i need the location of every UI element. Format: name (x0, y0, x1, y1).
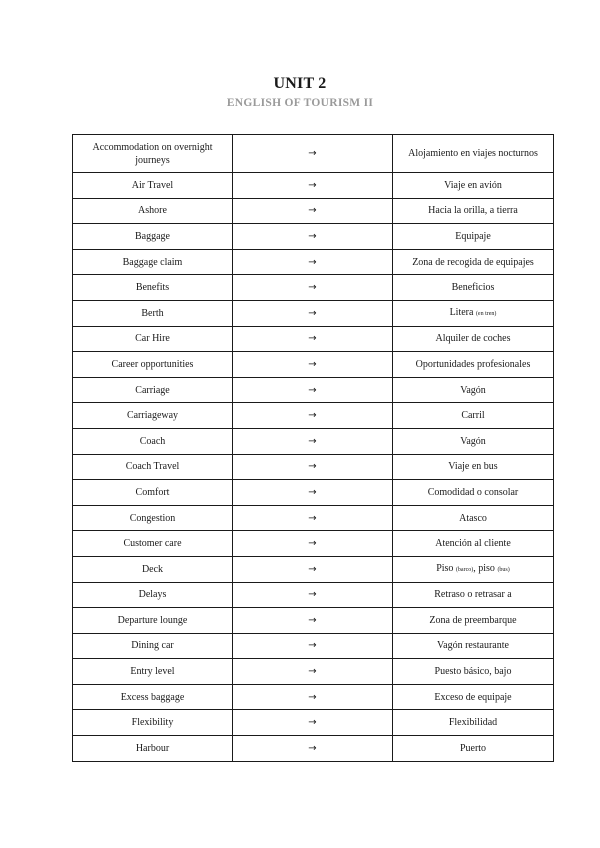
english-term-cell (73, 710, 233, 736)
table-row (73, 659, 554, 685)
english-term-cell (73, 300, 233, 326)
english-term: Coach Travel (125, 461, 180, 473)
spanish-translation: Atención al cliente (435, 538, 511, 550)
english-term-cell (73, 249, 233, 275)
spanish-translation-cell (393, 173, 554, 199)
spanish-translation-cell (393, 582, 554, 608)
english-term-cell (73, 633, 233, 659)
english-term-cell (73, 684, 233, 710)
arrow-icon: → (233, 326, 393, 352)
spanish-translation-cell (393, 736, 554, 762)
vocabulary-table (72, 134, 554, 762)
english-term-cell (73, 454, 233, 480)
english-term: Benefits (135, 282, 170, 294)
spanish-translation-cell (393, 300, 554, 326)
english-term-cell (73, 505, 233, 531)
spanish-translation: Vagón (460, 435, 486, 447)
table-row (73, 633, 554, 659)
english-term-cell (73, 275, 233, 301)
spanish-translation-cell (393, 454, 554, 480)
english-term: Flexibility (131, 717, 174, 729)
english-term-cell (73, 135, 233, 173)
spanish-translation: Litera (449, 306, 474, 318)
english-term-cell (73, 480, 233, 506)
spanish-translation-cell (393, 403, 554, 429)
spanish-translation: Puerto (459, 742, 487, 754)
english-term-cell (73, 582, 233, 608)
english-term: Coach (139, 435, 166, 447)
english-term: Congestion (129, 512, 176, 524)
english-term-cell (73, 428, 233, 454)
spanish-translation: Retraso o retrasar a (434, 589, 512, 601)
table-row (73, 224, 554, 250)
arrow-icon: → (233, 480, 393, 506)
arrow-icon: → (233, 173, 393, 199)
table-row (73, 275, 554, 301)
arrow-icon: → (233, 275, 393, 301)
table-row (73, 173, 554, 199)
english-term: Customer care (123, 538, 182, 550)
table-row (73, 505, 554, 531)
english-term: Dining car (131, 640, 174, 652)
spanish-translation-cell (393, 505, 554, 531)
arrow-icon: → (233, 428, 393, 454)
spanish-translation: Vagón restaurante (437, 640, 509, 652)
arrow-icon: → (233, 556, 393, 582)
spanish-translation-cell (393, 224, 554, 250)
english-term-cell (73, 531, 233, 557)
spanish-translation: Carril (461, 410, 485, 422)
arrow-icon: → (233, 352, 393, 378)
arrow-icon: → (233, 198, 393, 224)
spanish-translation: Vagón (460, 384, 486, 396)
spanish-translation-cell (393, 249, 554, 275)
spanish-translation-cell (393, 377, 554, 403)
table-row (73, 608, 554, 634)
arrow-icon: → (233, 736, 393, 762)
english-term-cell (73, 608, 233, 634)
arrow-icon: → (233, 710, 393, 736)
spanish-translation: Alquiler de coches (435, 333, 511, 345)
english-term-cell (73, 326, 233, 352)
arrow-icon: → (233, 454, 393, 480)
spanish-translation: Exceso de equipaje (434, 691, 512, 703)
table-row (73, 300, 554, 326)
english-term-cell (73, 198, 233, 224)
english-term-cell (73, 556, 233, 582)
spanish-translation: Beneficios (451, 282, 495, 294)
english-term: Car Hire (135, 333, 170, 345)
english-term: Ashore (138, 205, 167, 217)
arrow-icon: → (233, 659, 393, 685)
spanish-translation: Piso (436, 562, 454, 574)
table-row (73, 198, 554, 224)
spanish-translation: Equipaje (455, 230, 491, 242)
arrow-icon: → (233, 377, 393, 403)
spanish-translation-cell (393, 710, 554, 736)
spanish-translation-cell (393, 135, 554, 173)
english-term: Carriageway (126, 410, 179, 422)
spanish-translation: Alojamiento en viajes nocturnos (408, 148, 538, 159)
english-term-cell (73, 224, 233, 250)
table-row (73, 352, 554, 378)
spanish-translation: Viaje en bus (448, 461, 498, 473)
translation-note: (barco) (455, 566, 474, 573)
table-row (73, 556, 554, 582)
table-row (73, 326, 554, 352)
spanish-translation-cell (393, 556, 554, 582)
english-term: Comfort (135, 486, 170, 498)
english-term: Delays (138, 589, 167, 601)
english-term: Departure lounge (117, 614, 188, 626)
table-row (73, 135, 554, 173)
english-term: Accommodation on overnight journeys (92, 141, 213, 166)
spanish-translation: Puesto básico, bajo (434, 666, 512, 678)
english-term: Air Travel (131, 179, 174, 191)
page-subtitle: ENGLISH OF TOURISM II (226, 97, 374, 109)
english-term-cell (73, 352, 233, 378)
arrow-icon: → (233, 249, 393, 275)
english-term: Berth (141, 307, 164, 319)
english-term: Excess baggage (120, 691, 185, 703)
spanish-translation-cell (393, 684, 554, 710)
spanish-translation: Zona de recogida de equipajes (412, 256, 534, 268)
vocabulary-table-body (73, 135, 554, 762)
table-row (73, 377, 554, 403)
spanish-translation: Viaje en avión (444, 179, 502, 191)
english-term: Baggage claim (122, 256, 183, 268)
table-row (73, 710, 554, 736)
arrow-icon: → (233, 403, 393, 429)
english-term-cell (73, 736, 233, 762)
spanish-translation: Zona de preembarque (429, 614, 517, 626)
spanish-translation-cell (393, 531, 554, 557)
spanish-translation-cell (393, 275, 554, 301)
arrow-icon: → (233, 300, 393, 326)
spanish-translation-cell (393, 633, 554, 659)
arrow-icon: → (233, 608, 393, 634)
english-term: Carriage (135, 384, 170, 396)
table-row (73, 480, 554, 506)
translation-note: (en tren) (475, 310, 497, 317)
table-row (73, 403, 554, 429)
english-term: Entry level (130, 666, 175, 678)
table-row (73, 249, 554, 275)
english-term-cell (73, 173, 233, 199)
arrow-icon: → (233, 633, 393, 659)
spanish-translation-cell (393, 608, 554, 634)
arrow-icon: → (233, 224, 393, 250)
page-title: UNIT 2 (273, 75, 327, 92)
spanish-translation-cell (393, 659, 554, 685)
spanish-translation: Hacia la orilla, a tierra (428, 205, 518, 217)
english-term: Harbour (135, 742, 170, 754)
spanish-translation-cell (393, 480, 554, 506)
spanish-translation-cell (393, 198, 554, 224)
table-row (73, 736, 554, 762)
english-term-cell (73, 659, 233, 685)
english-term: Baggage (135, 230, 170, 242)
spanish-translation: Oportunidades profesionales (415, 358, 531, 370)
spanish-translation-cell (393, 428, 554, 454)
arrow-icon: → (233, 135, 393, 173)
english-term-cell (73, 377, 233, 403)
english-term-cell (73, 403, 233, 429)
english-term: Deck (141, 563, 164, 575)
table-row (73, 454, 554, 480)
table-row (73, 531, 554, 557)
arrow-icon: → (233, 505, 393, 531)
arrow-icon: → (233, 684, 393, 710)
spanish-translation-cell (393, 326, 554, 352)
arrow-icon: → (233, 531, 393, 557)
spanish-translation: Flexibilidad (448, 717, 498, 729)
spanish-translation-extra: , piso (473, 562, 495, 574)
table-row (73, 582, 554, 608)
arrow-icon: → (233, 582, 393, 608)
table-row (73, 684, 554, 710)
english-term: Career opportunities (111, 358, 194, 370)
spanish-translation-cell (393, 352, 554, 378)
translation-note: (bus) (497, 566, 510, 573)
table-row (73, 428, 554, 454)
spanish-translation: Comodidad o consolar (427, 486, 519, 498)
spanish-translation: Atasco (459, 512, 487, 524)
